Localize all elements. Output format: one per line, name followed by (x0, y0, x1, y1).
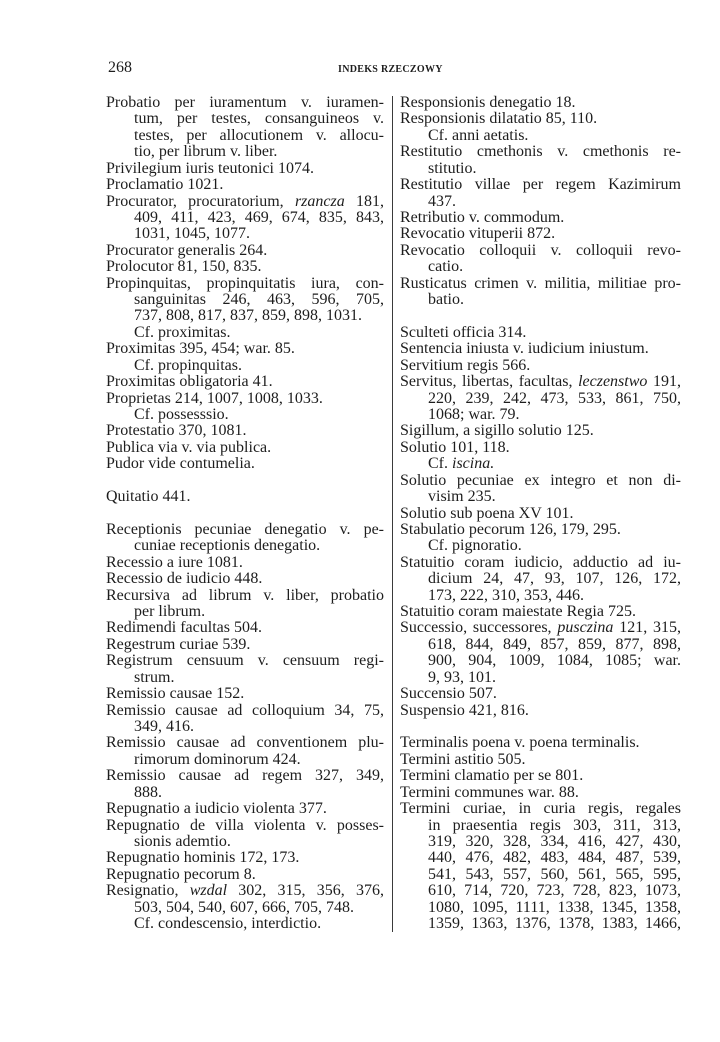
entry-text: Responsionis denegatio 18. (400, 94, 576, 111)
entry-text: Quitatio 441. (106, 488, 191, 506)
entry-heading-line (106, 456, 384, 472)
index-entry (106, 768, 384, 801)
entry-continuation-line (400, 259, 681, 275)
entry-heading-line (400, 620, 681, 636)
index-entry (400, 785, 681, 801)
entry-text: Cf. condescensio, interdictio. (134, 915, 322, 933)
entry-text: Termini communes war. 88. (400, 783, 579, 801)
entry-heading-line (400, 785, 681, 801)
entry-text: dicium 24, 47, 93, 107, 126, 172, (428, 570, 681, 588)
entry-text: tum, per testes, consanguineos v. (134, 110, 384, 128)
entry-text: Procurator, procuratorium, (106, 192, 295, 210)
index-entry (106, 161, 384, 177)
entry-heading-line (106, 686, 384, 702)
entry-heading-line (400, 144, 681, 160)
entry-heading-line (400, 243, 681, 259)
entry-heading-line (106, 571, 384, 587)
entry-text: Publica via v. via publica. (106, 438, 272, 456)
entry-text: Revocatio vituperii 872. (400, 225, 556, 243)
entry-text: Prolocutor 81, 150, 835. (106, 258, 262, 276)
entry-heading-line (400, 440, 681, 456)
entry-text: 1080, 1095, 1111, 1338, 1345, 1358, (428, 898, 681, 916)
entry-heading-line (400, 801, 681, 817)
entry-continuation-line (400, 867, 681, 883)
entry-continuation-line (106, 752, 384, 768)
entry-heading-line (106, 522, 384, 538)
entry-heading-line (106, 95, 384, 111)
entry-heading-line (106, 161, 384, 177)
entry-heading-line (400, 768, 681, 784)
entry-text: catio. (428, 258, 464, 276)
index-entry (106, 341, 384, 374)
entry-text: Cf. proximitas. (134, 323, 231, 341)
entry-text: Solutio 101, 118. (400, 438, 510, 456)
entry-text: Statuitio coram iudicio, adductio ad iu- (400, 553, 681, 571)
entry-text: Revocatio colloquii v. colloquii revo- (400, 241, 681, 259)
letter-section (400, 735, 681, 932)
entry-text: Terminalis poena v. poena terminalis. (400, 734, 640, 752)
entry-heading-line (106, 850, 384, 866)
entry-heading-line (106, 391, 384, 407)
entry-heading-line (400, 210, 681, 226)
entry-heading-line (106, 653, 384, 669)
entry-continuation-line (106, 128, 384, 144)
index-entry (106, 620, 384, 636)
entry-heading-line (400, 95, 681, 111)
entry-text: sionis ademtio. (134, 832, 231, 850)
entry-text: Responsionis dilatatio 85, 110. (400, 110, 598, 128)
cross-reference-line (106, 325, 384, 341)
index-entry (106, 653, 384, 686)
entry-heading-line (106, 440, 384, 456)
entry-text: Redimendi facultas 504. (106, 619, 262, 637)
entry-continuation-line (400, 571, 681, 587)
cross-reference-line (400, 538, 681, 554)
entry-continuation-line (400, 391, 681, 407)
entry-text: 503, 504, 540, 607, 666, 705, 748. (134, 898, 354, 916)
page-number: 268 (108, 59, 132, 76)
entry-text: Probatio per iuramentum v. iuramen- (106, 94, 384, 111)
index-entry (400, 801, 681, 932)
entry-heading-line (400, 703, 681, 719)
entry-continuation-line (106, 210, 384, 226)
entry-heading-line (106, 818, 384, 834)
entry-text: Servitium regis 566. (400, 356, 531, 374)
entry-heading-line (400, 358, 681, 374)
vernacular-term: rzancza (294, 192, 345, 210)
entry-heading-line (106, 555, 384, 571)
index-entry (400, 522, 681, 555)
entry-heading-line (400, 276, 681, 292)
entry-continuation-line (106, 900, 384, 916)
entry-continuation-line (400, 161, 681, 177)
index-entry (106, 522, 384, 555)
entry-text: Privilegium iuris teutonici 1074. (106, 159, 314, 177)
entry-text: 618, 844, 849, 857, 859, 877, 898, (428, 635, 681, 653)
entry-text: Proclamatio 1021. (106, 176, 224, 194)
entry-heading-line (106, 423, 384, 439)
entry-text: Procurator generalis 264. (106, 241, 268, 259)
entry-heading-line (106, 637, 384, 653)
entry-text: Stabulatio pecorum 126, 179, 295. (400, 520, 621, 538)
entry-text: Cf. possesssio. (134, 406, 229, 424)
entry-text: Termini astitio 505. (400, 750, 526, 768)
entry-text: 302, 315, 356, 376, (227, 882, 385, 900)
entry-text: 191, (647, 373, 681, 391)
entry-heading-line (106, 341, 384, 357)
index-entry (400, 473, 681, 506)
index-entry (106, 588, 384, 621)
entry-text: Proximitas obligatoria 41. (106, 373, 273, 391)
index-entry (106, 456, 384, 472)
entry-text: 220, 239, 242, 473, 533, 861, 750, (428, 389, 681, 407)
entry-heading-line (400, 374, 681, 390)
entry-heading-line (400, 686, 681, 702)
entry-text: cuniae receptionis denegatio. (134, 537, 321, 555)
entry-text: Restitutio villae per regem Kazimirum (400, 176, 681, 194)
entry-heading-line (106, 259, 384, 275)
index-entry (106, 177, 384, 193)
entry-text: Succensio 507. (400, 685, 497, 703)
index-entry (106, 95, 384, 161)
entry-text: Cf. anni aetatis. (428, 126, 529, 144)
entry-heading-line (400, 473, 681, 489)
index-entry (400, 752, 681, 768)
index-entry (400, 144, 681, 177)
entry-text: tio, per librum v. liber. (134, 143, 278, 161)
index-entry (400, 226, 681, 242)
index-entry (106, 243, 384, 259)
entry-continuation-line (400, 883, 681, 899)
entry-text: 1068; war. 79. (428, 406, 520, 423)
index-entry (106, 571, 384, 587)
entry-continuation-line (106, 111, 384, 127)
entry-continuation-line (106, 292, 384, 308)
letter-section (106, 95, 384, 473)
entry-continuation-line (400, 637, 681, 653)
entry-text: Recessio de iudicio 448. (106, 570, 263, 588)
letter-section (400, 325, 681, 719)
index-entry (400, 735, 681, 751)
entry-continuation-line (400, 292, 681, 308)
entry-text: strum. (134, 668, 175, 686)
cross-reference-line (106, 916, 384, 932)
entry-text: Protestatio 370, 1081. (106, 422, 247, 440)
entry-text: Statuitio coram maiestate Regia 725. (400, 603, 636, 621)
entry-text: Restitutio cmethonis v. cmethonis re- (400, 143, 681, 161)
index-entry (106, 276, 384, 342)
entry-text: Successio, successores, (400, 619, 558, 637)
index-entry (106, 423, 384, 439)
entry-text: Remissio causae ad regem 327, 349, (106, 767, 384, 785)
entry-heading-line (400, 752, 681, 768)
entry-continuation-line (400, 653, 681, 669)
index-entry (106, 440, 384, 456)
entry-text: 610, 714, 720, 723, 728, 823, 1073, (428, 882, 681, 900)
entry-continuation-line (400, 818, 681, 834)
running-head: INDEKS RZECZOWY (338, 64, 443, 75)
entry-text: in praesentia regis 303, 311, 313, (428, 816, 681, 834)
entry-heading-line (106, 243, 384, 259)
entry-continuation-line (400, 850, 681, 866)
entry-heading-line (106, 374, 384, 390)
entry-text: 437. (428, 192, 456, 210)
index-entry (106, 259, 384, 275)
entry-text: Repugnatio pecorum 8. (106, 865, 256, 883)
entry-text: Remissio causae ad colloquium 34, 75, (106, 701, 384, 719)
entry-heading-line (400, 111, 681, 127)
entry-text: Repugnatio a iudicio violenta 377. (106, 800, 327, 818)
index-entry (106, 374, 384, 390)
entry-heading-line (106, 867, 384, 883)
entry-heading-line (400, 506, 681, 522)
entry-text: Solutio sub poena XV 101. (400, 504, 574, 522)
entry-text: Remissio causae 152. (106, 685, 245, 703)
index-entry (400, 703, 681, 719)
index-entry (106, 391, 384, 424)
entry-text: Cf. pignoratio. (428, 537, 522, 555)
cross-reference-line (106, 407, 384, 423)
left-column (106, 95, 384, 932)
index-entry (106, 867, 384, 883)
index-entry (106, 703, 384, 736)
entry-text: Repugnatio de villa violenta v. posses- (106, 816, 384, 834)
index-entry (400, 177, 681, 210)
entry-text: stitutio. (428, 159, 477, 177)
index-entry (106, 637, 384, 653)
vernacular-term: pusczina (557, 619, 614, 637)
index-entry (106, 686, 384, 702)
letter-section (106, 522, 384, 933)
entry-text: batio. (428, 291, 464, 309)
entry-text: 900, 904, 1009, 1084, 1085; war. (428, 652, 681, 670)
entry-text: 737, 808, 817, 837, 859, 898, 1031. (134, 307, 362, 325)
entry-text: rimorum dominorum 424. (134, 750, 301, 768)
right-column (400, 95, 681, 932)
index-entry (400, 95, 681, 111)
entry-text: Proprietas 214, 1007, 1008, 1033. (106, 389, 323, 407)
entry-heading-line (106, 801, 384, 817)
entry-text: Suspensio 421, 816. (400, 701, 529, 719)
entry-text: Rusticatus crimen v. militia, militiae pro- (400, 274, 681, 292)
entry-text: Remissio causae ad conventionem plu- (106, 734, 384, 752)
entry-heading-line (106, 489, 384, 505)
index-entry (400, 374, 681, 423)
index-entry (106, 735, 384, 768)
entry-heading-line (106, 588, 384, 604)
entry-text: Termini clamatio per se 801. (400, 767, 584, 785)
entry-text: Servitus, libertas, facultas, (400, 373, 579, 391)
entry-continuation-line (106, 785, 384, 801)
entry-heading-line (106, 768, 384, 784)
entry-text: 9, 93, 101. (428, 668, 496, 686)
index-entry (106, 818, 384, 851)
index-entry (400, 440, 681, 473)
entry-continuation-line (106, 670, 384, 686)
index-entry (106, 801, 384, 817)
letter-section (106, 489, 384, 505)
entry-text: per librum. (134, 603, 206, 621)
entry-text: Pudor vide contumelia. (106, 455, 255, 473)
entry-heading-line (400, 226, 681, 242)
entry-continuation-line (400, 670, 681, 686)
entry-continuation-line (106, 604, 384, 620)
entry-heading-line (400, 177, 681, 193)
cross-reference-line (400, 456, 681, 472)
index-entry (400, 555, 681, 604)
entry-heading-line (400, 555, 681, 571)
entry-text: testes, per allocutionem v. allocu- (134, 126, 384, 144)
entry-text: Termini curiae, in curia regis, regales (400, 800, 681, 818)
index-entry (400, 341, 681, 357)
entry-continuation-line (106, 538, 384, 554)
entry-text: Repugnatio hominis 172, 173. (106, 849, 300, 867)
entry-text: Cf. (428, 455, 452, 473)
index-entry (400, 604, 681, 620)
entry-text: Sentencia iniusta v. iudicium iniustum. (400, 340, 649, 358)
entry-text: 349, 416. (134, 718, 194, 735)
entry-heading-line (106, 620, 384, 636)
vernacular-term: leczenstwo (578, 373, 648, 391)
index-entry (106, 850, 384, 866)
entry-continuation-line (400, 407, 681, 423)
entry-text: Resignatio, (106, 882, 190, 900)
entry-heading-line (400, 341, 681, 357)
entry-heading-line (106, 177, 384, 193)
index-entry (400, 325, 681, 341)
vernacular-term: iscina. (452, 455, 495, 473)
letter-section (400, 95, 681, 308)
entry-text: Recessio a iure 1081. (106, 553, 243, 571)
cross-reference-line (106, 358, 384, 374)
index-entry (400, 620, 681, 686)
entry-text: Regestrum curiae 539. (106, 635, 251, 653)
entry-continuation-line (400, 900, 681, 916)
entry-continuation-line (400, 194, 681, 210)
entry-heading-line (400, 325, 681, 341)
entry-text: Sculteti officia 314. (400, 323, 527, 341)
entry-continuation-line (106, 144, 384, 160)
index-entry (400, 686, 681, 702)
entry-text: Sigillum, a sigillo solutio 125. (400, 422, 594, 440)
entry-text: sanguinitas 246, 463, 596, 705, (134, 291, 384, 309)
index-entry (400, 210, 681, 226)
entry-heading-line (400, 522, 681, 538)
entry-text: 319, 320, 328, 334, 416, 427, 430, (428, 832, 681, 850)
entry-text: 1031, 1045, 1077. (134, 225, 250, 243)
entry-text: Proximitas 395, 454; war. 85. (106, 340, 295, 358)
column-rule (392, 96, 393, 932)
entry-text: 181, (344, 192, 384, 210)
entry-text: Retributio v. commodum. (400, 208, 565, 226)
entry-continuation-line (400, 834, 681, 850)
entry-text: 121, 315, (613, 619, 681, 637)
vernacular-term: wzdal (189, 882, 228, 900)
index-entry (400, 506, 681, 522)
index-entry (400, 111, 681, 144)
entry-heading-line (106, 883, 384, 899)
entry-continuation-line (400, 489, 681, 505)
entry-text: Registrum censuum v. censuum regi- (106, 652, 384, 670)
entry-text: 888. (134, 783, 162, 801)
entry-text: visim 235. (428, 488, 496, 506)
index-entry (400, 768, 681, 784)
entry-text: 440, 476, 482, 483, 484, 487, 539, (428, 849, 681, 867)
entry-continuation-line (106, 308, 384, 324)
index-entry (400, 243, 681, 276)
index-entry (106, 555, 384, 571)
entry-text: Propinquitas, propinquitatis iura, con- (106, 274, 384, 292)
index-entry (400, 358, 681, 374)
entry-text: Cf. propinquitas. (134, 356, 242, 374)
entry-heading-line (106, 276, 384, 292)
entry-text: Recursiva ad librum v. liber, probatio (106, 586, 384, 604)
entry-text: Solutio pecuniae ex integro et non di- (400, 471, 681, 489)
index-entry (106, 883, 384, 932)
entry-continuation-line (400, 588, 681, 604)
entry-heading-line (106, 735, 384, 751)
entry-text: 541, 543, 557, 560, 561, 565, 595, (428, 865, 681, 883)
entry-heading-line (400, 423, 681, 439)
cross-reference-line (400, 128, 681, 144)
entry-continuation-line (106, 834, 384, 850)
index-entry (400, 276, 681, 309)
entry-heading-line (400, 735, 681, 751)
entry-text: 409, 411, 423, 469, 674, 835, 843, (134, 208, 384, 226)
entry-continuation-line (106, 719, 384, 735)
entry-heading-line (106, 194, 384, 210)
index-entry (106, 489, 384, 505)
entry-continuation-line (400, 916, 681, 932)
entry-heading-line (106, 703, 384, 719)
entry-text: 1359, 1363, 1376, 1378, 1383, 1466, (428, 915, 681, 933)
index-entry (106, 194, 384, 243)
entry-text: 173, 222, 310, 353, 446. (428, 586, 584, 604)
index-entry (400, 423, 681, 439)
entry-continuation-line (106, 226, 384, 242)
entry-text: Receptionis pecuniae denegatio v. pe- (106, 520, 384, 538)
entry-heading-line (400, 604, 681, 620)
